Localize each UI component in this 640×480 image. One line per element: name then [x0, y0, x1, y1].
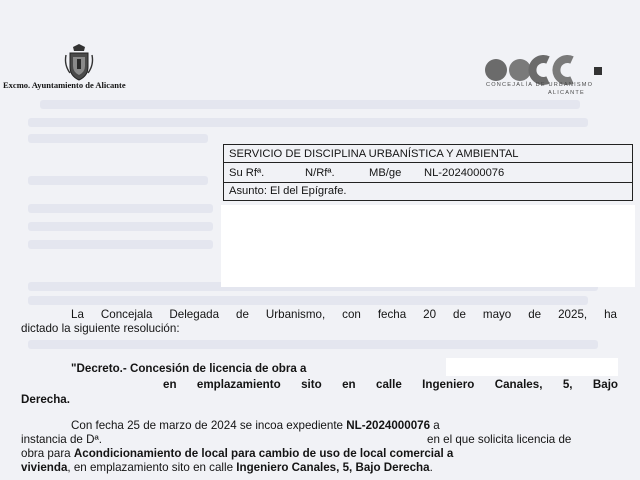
intro-line-2: dictado la siguiente resolución: [21, 322, 180, 335]
department-city: ALICANTE [548, 90, 585, 96]
paragraph-2-line-4 [21, 461, 433, 475]
bleed-through-line [28, 134, 208, 143]
su-ref-label: Su Rfª. [229, 167, 265, 179]
service-name: SERVICIO DE DISCIPLINA URBANÍSTICA Y AMBIENTAL [224, 145, 632, 163]
address: Ingeniero Canales, 5, Bajo Derecha [236, 461, 430, 474]
paragraph-2-text: . [429, 461, 433, 474]
paragraph-2-text: , en emplazamiento sito en calle [67, 461, 234, 474]
redacted-block [221, 205, 635, 287]
bleed-through-line [28, 118, 588, 127]
bleed-through-line [28, 204, 213, 213]
expediente-number-body: NL-2024000076 [346, 419, 431, 432]
use-type: vivienda [21, 461, 68, 474]
institution-name: Excmo. Ayuntamiento de Alicante [3, 80, 126, 90]
bleed-through-line [28, 240, 213, 249]
coat-of-arms-icon [63, 43, 95, 81]
paragraph-2-text: a [433, 419, 440, 432]
redaction-mask [446, 358, 618, 376]
decreto-line-1: "Decreto.- Concesión de licencia de obra a [71, 362, 307, 375]
bleed-through-line [28, 340, 598, 349]
asunto-line: Asunto: El del Epígrafe. [229, 185, 347, 197]
paragraph-2-line-2a: instancia de Dª. [21, 433, 102, 446]
works-description: Acondicionamiento de local para cambio de uso de local comercial a [73, 447, 454, 460]
expediente-number: NL-2024000076 [424, 167, 505, 179]
bleed-through-line [28, 222, 213, 231]
bleed-through-line [28, 176, 208, 185]
intro-line-1: La Concejala Delegada de Urbanismo, con fecha 20 de mayo de 2025, ha [71, 308, 617, 321]
bleed-through-line [28, 296, 588, 305]
n-ref-label: N/Rfª. [305, 167, 335, 179]
bleed-through-line [40, 100, 580, 109]
paragraph-2-line-1 [71, 419, 440, 433]
reference-box [223, 144, 633, 201]
initials: MB/ge [369, 167, 402, 179]
decreto-line-3: Derecha. [21, 393, 70, 406]
paragraph-2-text: Con fecha 25 de marzo de 2024 se incoa expediente [71, 419, 344, 432]
decreto-line-2: en emplazamiento sito en calle Ingeniero Canales, 5, Bajo [163, 378, 618, 391]
concejalia-urbanismo-logo [482, 55, 612, 99]
reference-row [224, 164, 632, 183]
paragraph-2-line-2b: en el que solicita licencia de [427, 433, 572, 446]
department-name: CONCEJALÍA DE URBANISMO [486, 82, 594, 88]
paragraph-2-text: obra para [21, 447, 71, 460]
paragraph-2-line-3 [21, 447, 453, 461]
